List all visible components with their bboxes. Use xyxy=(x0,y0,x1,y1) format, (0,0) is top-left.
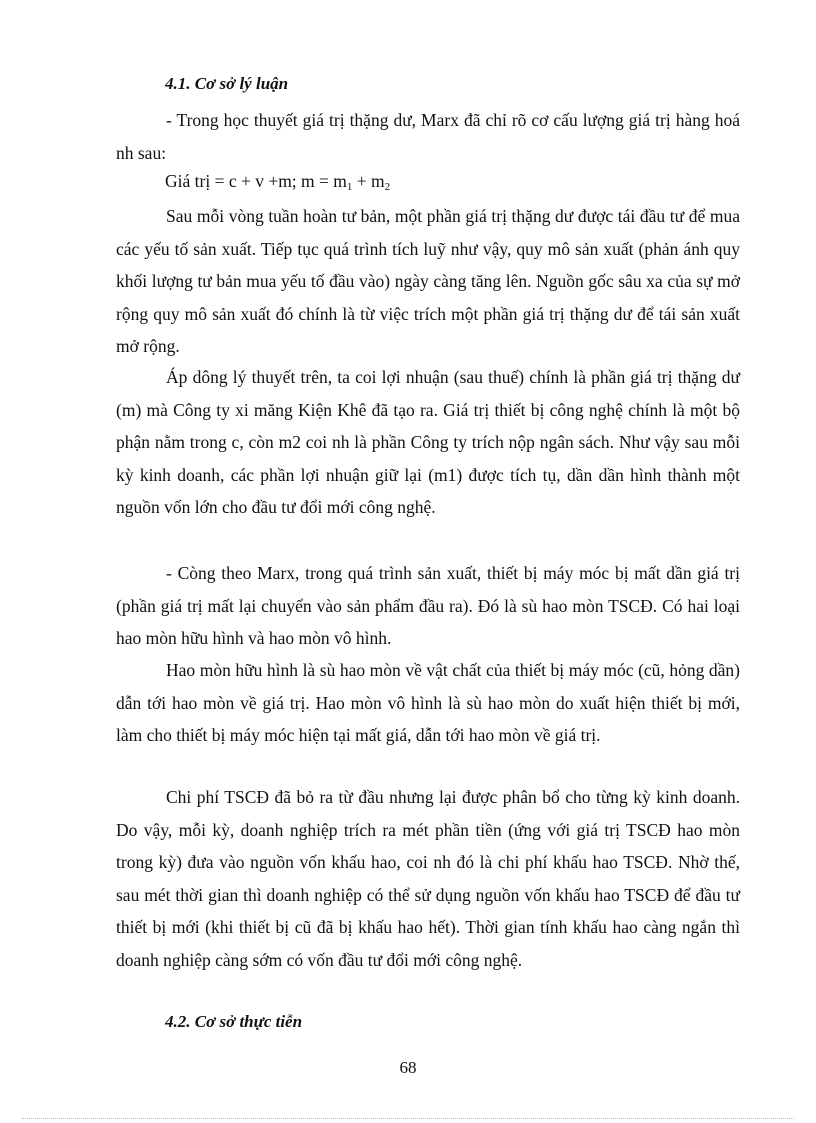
paragraph-4: - Còng theo Marx, trong quá trình sản xuất, thiết bị máy móc bị mất dần giá trị (phần giá trị mất lại chuyển vào sản phẩm đầu ra). Đó là sù hao mòn TSCĐ. Có hai loại hao mòn hữu hình và hao mòn vô hình. xyxy=(116,563,740,648)
bottom-divider xyxy=(22,1118,794,1119)
formula-subscript-2: 2 xyxy=(384,181,391,193)
formula-line xyxy=(165,171,390,193)
paragraph-6: Chi phí TSCĐ đã bỏ ra từ đầu nhưng lại được phân bổ cho từng kỳ kinh doanh. Do vậy, mỗi kỳ, doanh nghiệp trích ra mét phần tiền (ứng với giá trị TSCĐ hao mòn trong kỳ) đưa vào nguồn vốn khấu hao, coi nh đó là chi phí khấu hao TSCĐ. Nhờ thế, sau mét thời gian thì doanh nghiệp có thể sử dụng nguồn vốn khấu hao TSCĐ để đầu tư thiết bị mới (khi thiết bị cũ đã bị khấu hao hết). Thời gian tính khấu hao càng ngắn thì doanh nghiệp càng sớm có vốn đầu tư đổi mới công nghệ. xyxy=(116,787,740,970)
paragraph-1: - Trong học thuyết giá trị thặng dư, Marx đã chỉ rõ cơ cấu lượng giá trị hàng hoá nh sau: xyxy=(116,110,740,163)
paragraph-3: Áp dông lý thuyết trên, ta coi lợi nhuận (sau thuế) chính là phần giá trị thặng dư (m) mà Công ty xi măng Kiện Khê đã tạo ra. Giá trị thiết bị công nghệ chính là một bộ phận nằm trong c, còn m2 coi nh là phần Công ty trích nộp ngân sách. Như vậy sau mỗi kỳ kinh doanh, các phần lợi nhuận giữ lại (m1) được tích tụ, dần dần hình thành một nguồn vốn lớn cho đầu tư đổi mới công nghệ. xyxy=(116,367,740,517)
page-number: 68 xyxy=(399,1058,417,1077)
formula-mid: + m xyxy=(352,171,385,191)
formula-prefix: Giá trị = c + v +m; m = m xyxy=(165,171,347,191)
section-heading-4-2: 4.2. Cơ sở thực tiễn xyxy=(165,1012,303,1031)
section-heading-4-1: 4.1. Cơ sở lý luận xyxy=(165,74,289,93)
paragraph-5: Hao mòn hữu hình là sù hao mòn về vật chất của thiết bị máy móc (cũ, hỏng dần) dẫn tới hao mòn về giá trị. Hao mòn vô hình là sù hao mòn do xuất hiện thiết bị mới, làm cho thiết bị máy móc hiện tại mất giá, dẫn tới hao mòn về giá trị. xyxy=(116,660,740,745)
formula-subscript-1: 1 xyxy=(346,181,353,193)
paragraph-2: Sau mỗi vòng tuần hoàn tư bản, một phần giá trị thặng dư được tái đầu tư để mua các yếu tố sản xuất. Tiếp tục quá trình tích luỹ như vậy, quy mô sản xuất (phản ánh quy khối lượng tư bản mua yếu tố đầu vào) ngày càng tăng lên. Nguồn gốc sâu xa của sự mở rộng quy mô sản xuất đó chính là từ việc trích một phần giá trị thặng dư để tái sản xuất mở rộng. xyxy=(116,206,740,356)
